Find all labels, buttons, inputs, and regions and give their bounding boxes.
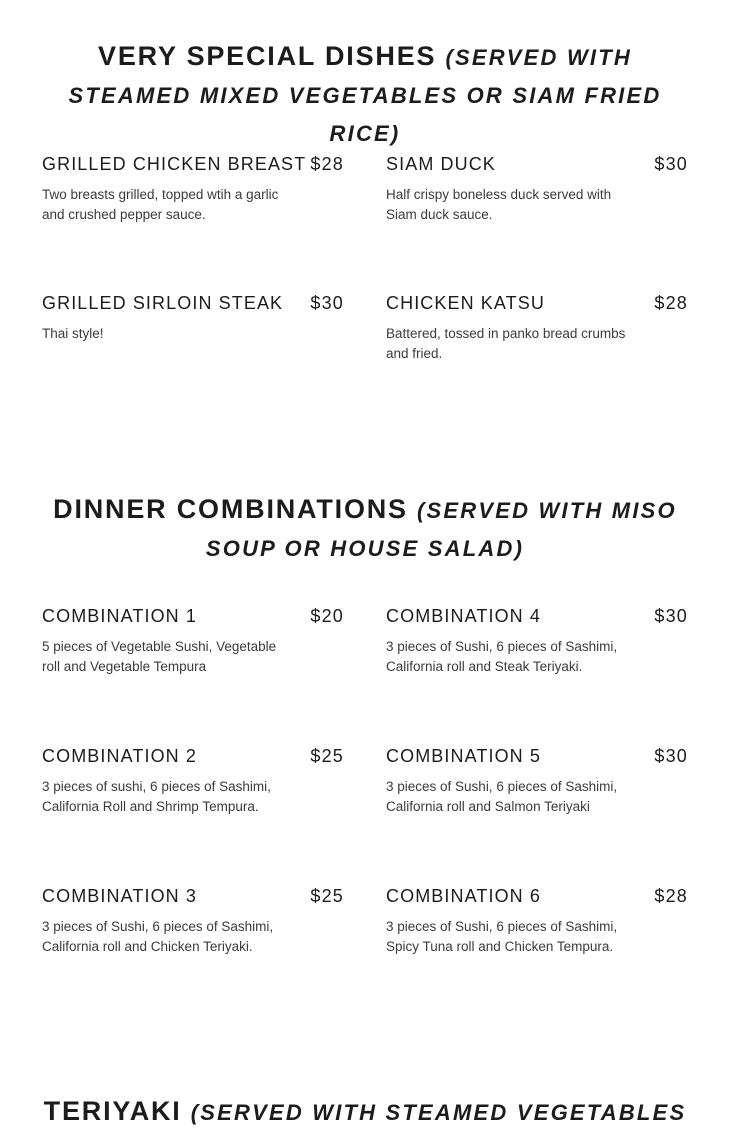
item-price: $20 [310,606,344,626]
section-very-special-dishes [0,38,730,152]
item-name: COMBINATION 5 [386,746,541,766]
menu-item [42,746,344,817]
menu-item [386,154,688,225]
menu-item [42,606,344,677]
item-description: Thai style! [42,326,104,341]
item-name: COMBINATION 3 [42,886,197,906]
item-price: $25 [310,886,344,906]
section-subtitle: (SERVED WITH MISO SOUP OR HOUSE SALAD) [205,498,677,561]
item-header [42,606,344,630]
item-description: 3 pieces of Sushi, 6 pieces of Sashimi, Spicy Tuna roll and Chicken Tempura. [386,919,618,954]
item-description: 5 pieces of Vegetable Sushi, Vegetable roll and Vegetable Tempura [42,639,277,674]
item-description: Two breasts grilled, topped wtih a garlic and crushed pepper sauce. [42,187,279,222]
menu-item [386,746,688,817]
item-price: $30 [654,154,688,174]
section-subtitle: (SERVED WITH STEAMED MIXED VEGETABLES OR SIAM FRIED RICE) [68,45,662,146]
item-header [42,154,344,178]
section-subtitle: (SERVED WITH STEAMED VEGETABLES [190,1100,687,1125]
item-price: $28 [654,886,688,906]
item-name: COMBINATION 6 [386,886,541,906]
item-price: $28 [654,293,688,313]
item-header [42,746,344,770]
menu-item [386,606,688,677]
section-heading [35,38,695,152]
item-name: GRILLED SIRLOIN STEAK [42,293,284,313]
section-teriyaki [0,1093,730,1131]
item-name: COMBINATION 2 [42,746,197,766]
item-header [386,154,688,178]
menu-item [386,293,688,364]
menu-item [42,154,344,225]
item-name: CHICKEN KATSU [386,293,545,313]
item-name: COMBINATION 4 [386,606,541,626]
item-price: $25 [310,746,344,766]
item-header [386,886,688,910]
item-description: 3 pieces of sushi, 6 pieces of Sashimi, California Roll and Shrimp Tempura. [42,779,271,814]
section-title: TERIYAKI [43,1096,182,1126]
section-title: VERY SPECIAL DISHES [98,41,437,71]
item-name: COMBINATION 1 [42,606,197,626]
item-price: $30 [654,606,688,626]
section-dinner-combinations [0,491,730,567]
item-description: 3 pieces of Sushi, 6 pieces of Sashimi, California roll and Chicken Teriyaki. [42,919,274,954]
item-price: $28 [310,154,344,174]
item-description: 3 pieces of Sushi, 6 pieces of Sashimi, California roll and Steak Teriyaki. [386,639,618,674]
item-header [386,293,688,317]
item-description: Half crispy boneless duck served with Siam duck sauce. [386,187,612,222]
item-header [42,886,344,910]
section-heading [35,491,695,567]
item-name: GRILLED CHICKEN BREAST [42,154,307,174]
menu-item [42,293,344,344]
item-header [42,293,344,317]
item-header [386,606,688,630]
menu-item [386,886,688,957]
item-price: $30 [310,293,344,313]
item-name: SIAM DUCK [386,154,496,174]
item-header [386,746,688,770]
section-heading [0,1093,730,1131]
section-title: DINNER COMBINATIONS [53,494,408,524]
item-description: 3 pieces of Sushi, 6 pieces of Sashimi, California roll and Salmon Teriyaki [386,779,618,814]
item-description: Battered, tossed in panko bread crumbs and fried. [386,326,626,361]
menu-item [42,886,344,957]
item-price: $30 [654,746,688,766]
